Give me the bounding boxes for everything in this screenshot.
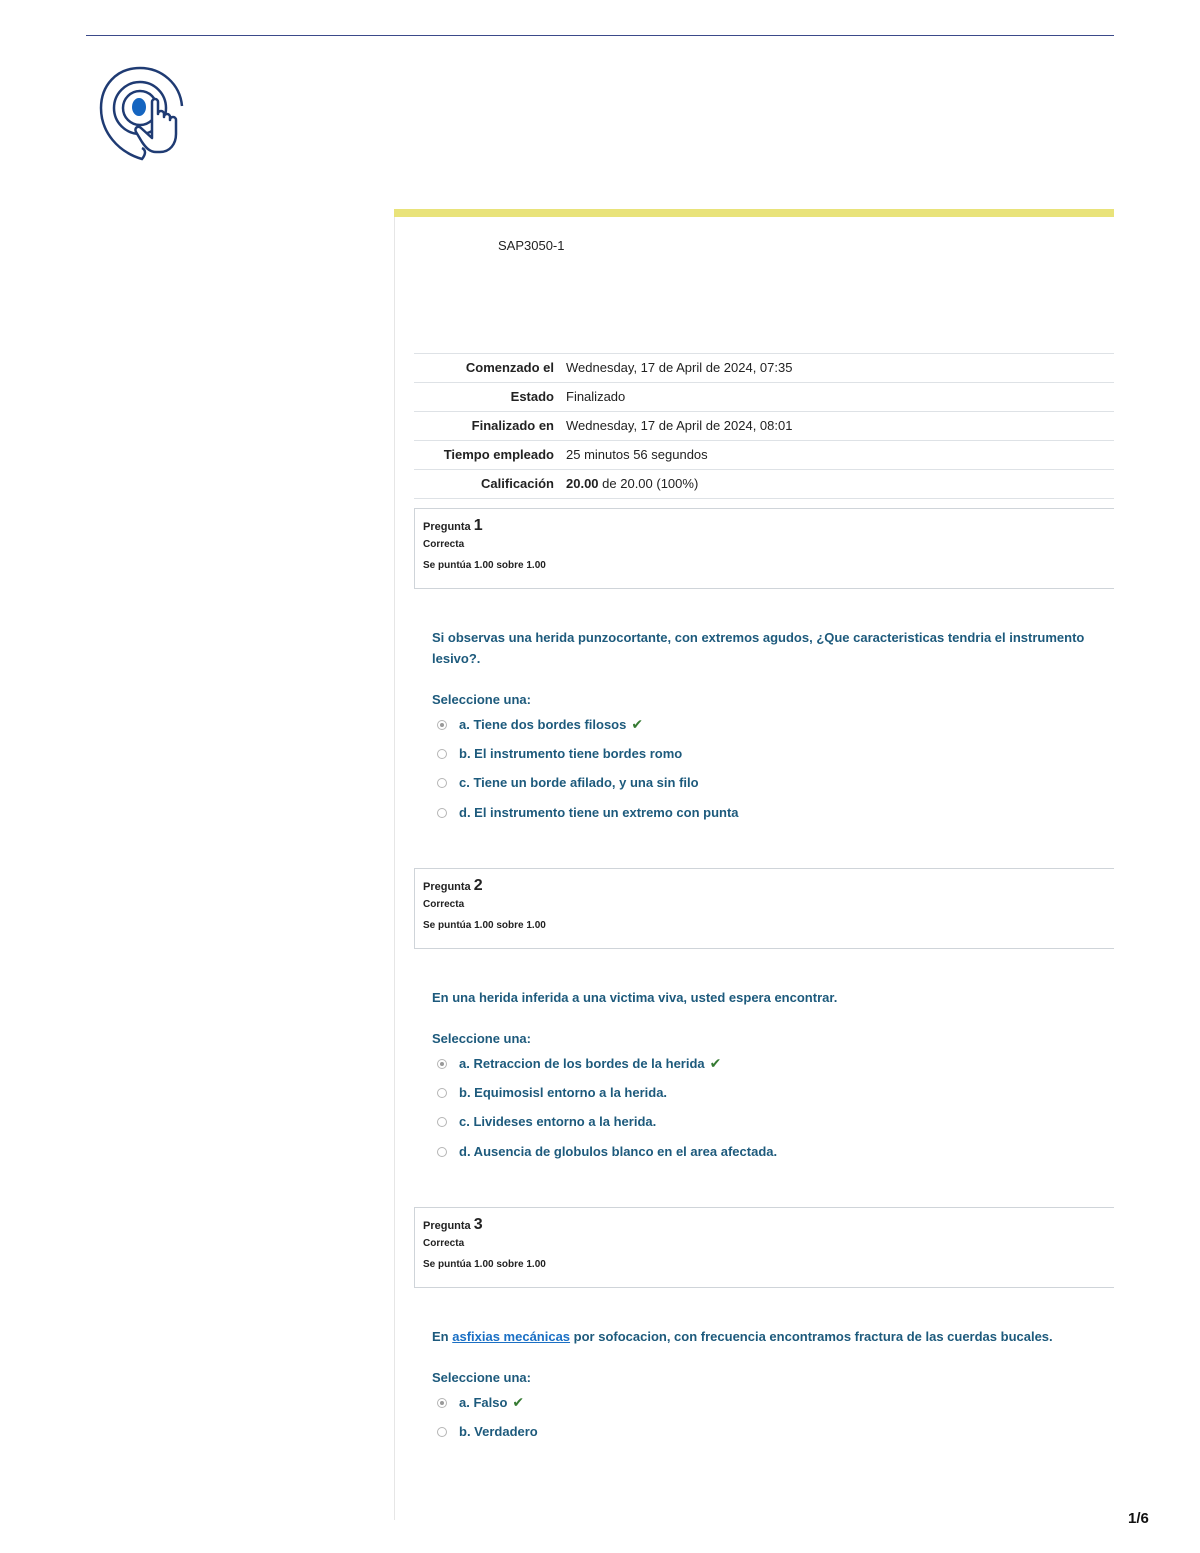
- question-number: [423, 517, 1106, 535]
- question-state: Correcta: [423, 539, 465, 550]
- question-info-1: [414, 508, 1114, 589]
- question-text-start: En: [432, 1329, 453, 1344]
- question-grade: Se puntúa 1.00 sobre 1.00: [423, 920, 546, 931]
- answer-label: d. Ausencia de globulos blanco en el area afectada.: [459, 1144, 778, 1159]
- select-prompt: Seleccione una:: [432, 1031, 531, 1046]
- answer-label: a. Tiene dos bordes filosos: [459, 717, 627, 732]
- question-grade: Se puntúa 1.00 sobre 1.00: [423, 560, 546, 571]
- check-icon: ✔: [709, 1055, 722, 1071]
- radio-button[interactable]: [437, 1398, 447, 1408]
- answer-option[interactable]: [437, 1394, 524, 1411]
- answer-label: a. Retraccion de los bordes de la herida: [459, 1056, 705, 1071]
- page-number: 1/6: [1128, 1510, 1149, 1527]
- answer-option[interactable]: [437, 1055, 721, 1072]
- answer-option[interactable]: [437, 805, 739, 820]
- answer-option[interactable]: [437, 1144, 777, 1159]
- summary-row: [414, 441, 1114, 470]
- question-label: Pregunta: [423, 1220, 471, 1232]
- radio-button[interactable]: [437, 749, 447, 759]
- check-icon: ✔: [631, 716, 644, 732]
- answer-label: c. Tiene un borde afilado, y una sin filo: [459, 775, 699, 790]
- course-code: SAP3050-1: [498, 238, 565, 253]
- summary-key: Estado: [414, 383, 560, 412]
- question-info-3: [414, 1207, 1114, 1288]
- answer-option[interactable]: [437, 1085, 667, 1100]
- question-number: [423, 1216, 1106, 1234]
- answer-option[interactable]: [437, 716, 643, 733]
- radio-button[interactable]: [437, 720, 447, 730]
- question-info-2: [414, 868, 1114, 949]
- top-divider: [86, 35, 1114, 36]
- glossary-link[interactable]: asfixias mecánicas: [452, 1329, 571, 1344]
- question-label: Pregunta: [423, 521, 471, 533]
- grade-total: de 20.00 (100%): [598, 476, 699, 491]
- summary-key: Tiempo empleado: [414, 441, 560, 470]
- summary-row: [414, 412, 1114, 441]
- attempt-summary-table: [414, 353, 1114, 499]
- question-text: En una herida inferida a una victima viva, usted espera encontrar.: [432, 990, 838, 1005]
- summary-row: [414, 470, 1114, 499]
- select-prompt: Seleccione una:: [432, 1370, 531, 1385]
- summary-key: Comenzado el: [414, 354, 560, 383]
- question-number-value: 3: [473, 1216, 483, 1233]
- radio-button[interactable]: [437, 808, 447, 818]
- summary-value: Finalizado: [560, 383, 1114, 412]
- question-text: [432, 1326, 1092, 1347]
- select-prompt: Seleccione una:: [432, 692, 531, 707]
- question-number: [423, 877, 1106, 895]
- answer-label: b. Equimosisl entorno a la herida.: [459, 1085, 668, 1100]
- answer-option[interactable]: [437, 1424, 538, 1439]
- answer-label: a. Falso: [459, 1395, 508, 1410]
- summary-row: [414, 354, 1114, 383]
- radio-button[interactable]: [437, 778, 447, 788]
- question-text-end: por sofocacion, con frecuencia encontramos fractura de las cuerdas bucales.: [570, 1329, 1053, 1344]
- radio-button[interactable]: [437, 1147, 447, 1157]
- at-sign-touch-icon: [96, 62, 192, 162]
- question-text: Si observas una herida punzocortante, con extremos agudos, ¿Que caracteristicas tendria el instrumento lesivo?.: [432, 630, 1085, 666]
- answer-label: c. Livideses entorno a la herida.: [459, 1114, 657, 1129]
- summary-value: Wednesday, 17 de April de 2024, 07:35: [560, 354, 1114, 383]
- summary-value: Wednesday, 17 de April de 2024, 08:01: [560, 412, 1114, 441]
- answer-option[interactable]: [437, 746, 682, 761]
- summary-value: 25 minutos 56 segundos: [560, 441, 1114, 470]
- content-left-border: [394, 215, 395, 1520]
- answer-label: d. El instrumento tiene un extremo con punta: [459, 805, 739, 820]
- radio-button[interactable]: [437, 1059, 447, 1069]
- question-state: Correcta: [423, 899, 465, 910]
- answer-option[interactable]: [437, 1114, 656, 1129]
- radio-button[interactable]: [437, 1427, 447, 1437]
- check-icon: ✔: [512, 1394, 525, 1410]
- radio-button[interactable]: [437, 1117, 447, 1127]
- radio-button[interactable]: [437, 1088, 447, 1098]
- question-number-value: 2: [473, 877, 483, 894]
- answer-label: b. El instrumento tiene bordes romo: [459, 746, 683, 761]
- summary-row: [414, 383, 1114, 412]
- question-number-value: 1: [473, 517, 483, 534]
- summary-grade-value: [560, 470, 1114, 499]
- answer-option[interactable]: [437, 775, 699, 790]
- question-state: Correcta: [423, 1238, 465, 1249]
- answer-label: b. Verdadero: [459, 1424, 538, 1439]
- summary-key: Calificación: [414, 470, 560, 499]
- question-label: Pregunta: [423, 881, 471, 893]
- course-header-bar: [394, 209, 1114, 217]
- grade-score: 20.00: [566, 476, 599, 491]
- summary-key: Finalizado en: [414, 412, 560, 441]
- question-grade: Se puntúa 1.00 sobre 1.00: [423, 1259, 546, 1270]
